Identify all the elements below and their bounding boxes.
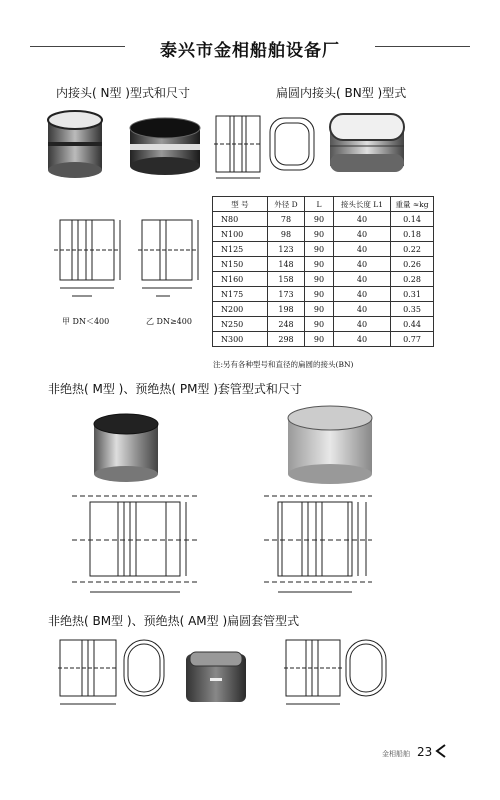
table-cell: 78 (268, 212, 305, 227)
table-cell: 0.31 (391, 287, 434, 302)
spec-table (212, 196, 434, 347)
section-title-bm-am: 非绝热( BM型 )、预绝热( AM型 )扁圆套管型式 (48, 614, 300, 628)
table-cell: 98 (268, 227, 305, 242)
footer-label: 金相船舶 (382, 750, 410, 758)
col-header: 接头长度 L1 (334, 197, 391, 212)
table-row (213, 272, 434, 287)
table-cell: 90 (305, 272, 334, 287)
header-rule-right (375, 46, 470, 47)
table-cell: 90 (305, 242, 334, 257)
table-cell: 90 (305, 302, 334, 317)
m-sleeve-drawing (70, 492, 210, 600)
col-header: 重量 ≈kg (391, 197, 434, 212)
spec-table-header-row (213, 197, 434, 212)
table-cell: 0.35 (391, 302, 434, 317)
n-connector-photo-2 (126, 116, 204, 178)
table-cell: 198 (268, 302, 305, 317)
table-cell: N100 (213, 227, 268, 242)
pm-sleeve-drawing (262, 492, 382, 600)
table-row (213, 242, 434, 257)
table-row (213, 287, 434, 302)
table-cell: 40 (334, 332, 391, 347)
table-cell: 90 (305, 287, 334, 302)
table-row (213, 257, 434, 272)
table-cell: 173 (268, 287, 305, 302)
section-title-bn-type: 扁圆内接头( BN型 )型式 (276, 86, 407, 100)
table-cell: 148 (268, 257, 305, 272)
bm-sleeve-drawing (56, 634, 170, 712)
table-cell: 90 (305, 332, 334, 347)
table-cell: N125 (213, 242, 268, 257)
type-b-caption: 乙 DN≥400 (146, 317, 192, 326)
table-cell: 40 (334, 287, 391, 302)
table-cell: N300 (213, 332, 268, 347)
table-cell: 0.44 (391, 317, 434, 332)
header-rule-left (30, 46, 125, 47)
table-cell: N80 (213, 212, 268, 227)
table-cell: 40 (334, 227, 391, 242)
table-cell: N200 (213, 302, 268, 317)
table-cell: 0.26 (391, 257, 434, 272)
table-cell: 90 (305, 317, 334, 332)
table-cell: 0.14 (391, 212, 434, 227)
am-sleeve-photo (184, 648, 248, 704)
col-header: 型 号 (213, 197, 268, 212)
table-cell: 90 (305, 227, 334, 242)
table-cell: 158 (268, 272, 305, 287)
chevron-left-icon (432, 742, 450, 760)
type-b-drawing (136, 212, 208, 302)
table-row (213, 317, 434, 332)
m-sleeve-photo (90, 410, 162, 484)
table-cell: N160 (213, 272, 268, 287)
n-connector-photo-1 (44, 108, 106, 180)
col-header: L (305, 197, 334, 212)
bn-connector-photo (326, 108, 408, 178)
table-row (213, 332, 434, 347)
type-a-drawing (50, 212, 132, 302)
type-a-caption: 甲 DN＜400 (62, 317, 110, 326)
table-cell: N250 (213, 317, 268, 332)
table-cell: 40 (334, 257, 391, 272)
table-cell: 298 (268, 332, 305, 347)
pm-sleeve-photo (284, 404, 376, 486)
table-cell: 40 (334, 317, 391, 332)
table-cell: 0.22 (391, 242, 434, 257)
table-cell: N150 (213, 257, 268, 272)
bn-connector-drawing (212, 108, 318, 182)
col-header: 外径 D (268, 197, 305, 212)
am-sleeve-drawing (282, 634, 390, 712)
table-cell: 0.18 (391, 227, 434, 242)
page-number: 23 (417, 745, 433, 759)
table-cell: 40 (334, 242, 391, 257)
table-row (213, 212, 434, 227)
table-cell: 90 (305, 212, 334, 227)
table-cell: 0.77 (391, 332, 434, 347)
table-cell: 40 (334, 302, 391, 317)
section-title-n-type: 内接头( N型 )型式和尺寸 (56, 86, 190, 100)
company-name: 泰兴市金相船舶设备厂 (160, 41, 340, 61)
section-title-m-pm: 非绝热( M型 )、预绝热( PM型 )套管型式和尺寸 (48, 382, 302, 396)
table-cell: 123 (268, 242, 305, 257)
table-note: 注:另有各种型号和直径的扁圆的接头(BN) (213, 360, 354, 369)
table-row (213, 302, 434, 317)
table-cell: 40 (334, 212, 391, 227)
table-cell: N175 (213, 287, 268, 302)
table-cell: 90 (305, 257, 334, 272)
table-cell: 248 (268, 317, 305, 332)
table-row (213, 227, 434, 242)
table-cell: 40 (334, 272, 391, 287)
table-cell: 0.28 (391, 272, 434, 287)
